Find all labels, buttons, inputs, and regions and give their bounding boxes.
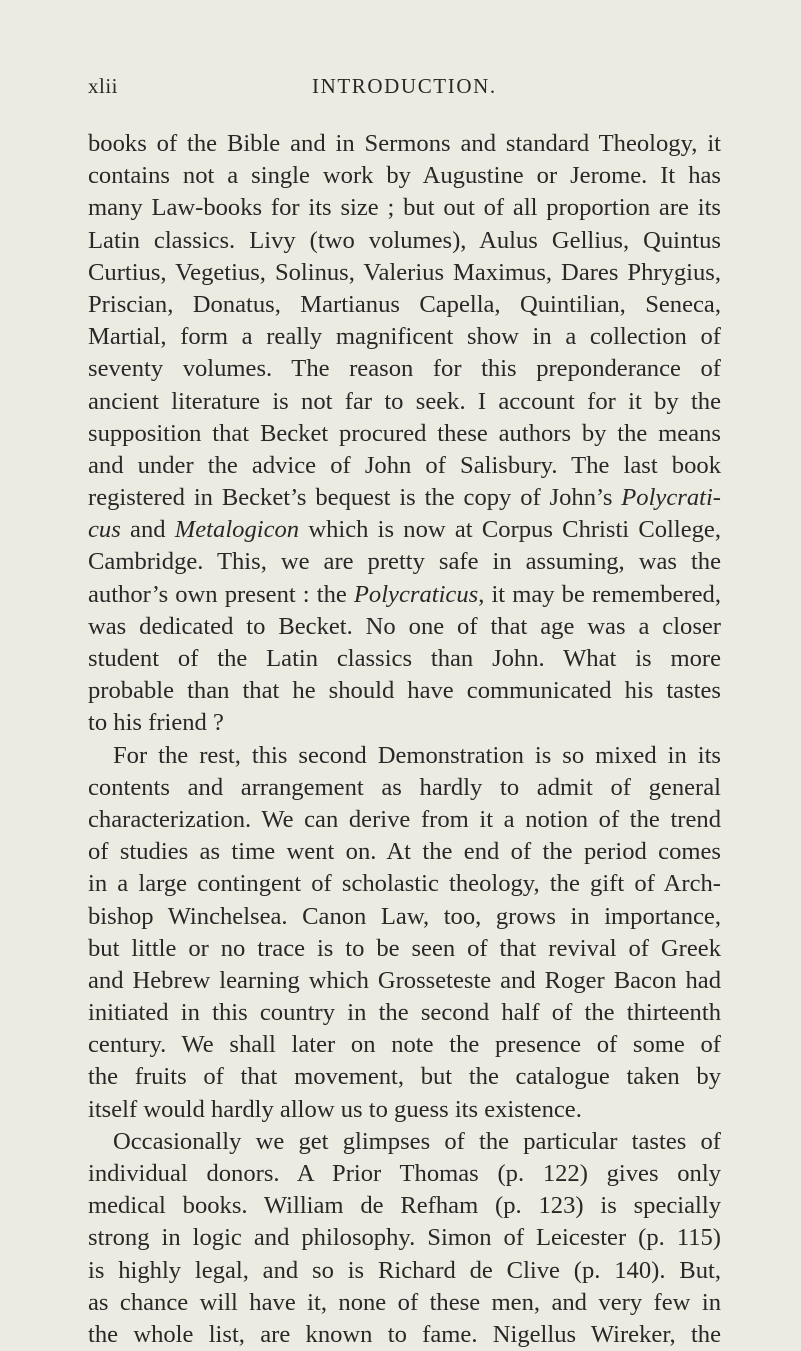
text-run: Latin classics. Livy (two volumes), Aulus Gellius, Quintus xyxy=(88,226,721,254)
text-line xyxy=(88,225,721,257)
text-run: individual donors. A Prior Thomas (p. 122) gives only xyxy=(88,1160,721,1187)
text-run: Martial, form a really magnificent show in a collection of xyxy=(88,323,721,351)
text-run: registered in Becket’s bequest is the copy of John’s xyxy=(88,484,622,512)
text-line xyxy=(88,1222,721,1254)
text-run: student of the Latin classics than John. What is more xyxy=(88,645,721,672)
text-run: contents and arrangement as hardly to admit of general xyxy=(88,773,721,801)
text-line xyxy=(88,257,721,289)
text-run: initiated in this country in the second half of the thirteenth xyxy=(88,999,721,1027)
text-line xyxy=(88,1287,721,1319)
text-run: as chance will have it, none of these men, and very few in xyxy=(88,1288,721,1316)
text-line xyxy=(88,740,721,772)
text-run: many Law-books for its size ; but out of all proportion are its xyxy=(88,194,721,222)
text-line xyxy=(88,868,721,900)
text-line xyxy=(88,901,721,933)
text-line xyxy=(88,1061,721,1093)
text-line xyxy=(88,321,721,353)
italic-title: Polycrati- xyxy=(621,484,721,512)
text-line xyxy=(88,192,721,224)
italic-title: Metalogicon xyxy=(174,516,300,544)
text-line xyxy=(88,160,721,192)
text-line xyxy=(88,1126,721,1158)
text-run: in a large contingent of scholastic theology, the gift of Arch- xyxy=(88,870,721,898)
text-run: Occasionally we get glimpses of the particular tastes of xyxy=(113,1127,721,1155)
page-number: xlii xyxy=(88,74,119,98)
text-line xyxy=(88,450,721,482)
italic-title: cus xyxy=(88,516,121,544)
text-line xyxy=(88,1190,721,1222)
text-run: was dedicated to Becket. No one of that age was a closer xyxy=(88,612,721,640)
text-line xyxy=(88,772,721,804)
text-run: but little or no trace is to be seen of that revival of Greek xyxy=(88,934,721,962)
text-run: to his friend ? xyxy=(88,709,224,737)
text-line xyxy=(88,1094,721,1126)
text-line xyxy=(88,675,721,707)
text-line xyxy=(88,418,721,450)
text-run: strong in logic and philosophy. Simon of Leicester (p. 115) xyxy=(88,1224,721,1252)
body-text xyxy=(88,128,721,1351)
text-run: Priscian, Donatus, Martianus Capella, Quintilian, Seneca, xyxy=(88,290,721,318)
text-line xyxy=(88,514,721,546)
text-line xyxy=(88,386,721,418)
italic-title: Polycraticus xyxy=(353,580,479,608)
text-line xyxy=(88,1029,721,1061)
text-run: and xyxy=(120,516,175,544)
text-run: , it may be remembered, xyxy=(478,580,722,608)
text-line xyxy=(88,1319,721,1351)
text-run: and under the advice of John of Salisbury. The last book xyxy=(88,451,721,479)
text-run: seventy volumes. The reason for this preponderance of xyxy=(88,355,721,383)
text-run: probable than that he should have communicated his tastes xyxy=(88,677,721,705)
text-run: characterization. We can derive from it a notion of the trend xyxy=(88,805,721,833)
text-run: the fruits of that movement, but the catalogue taken by xyxy=(88,1063,721,1091)
running-head xyxy=(88,74,720,108)
text-run: century. We shall later on note the presence of some of xyxy=(88,1031,721,1059)
text-run: books of the Bible and in Sermons and standard Theology, it xyxy=(88,130,721,157)
running-head-title: INTRODUCTION. xyxy=(312,74,497,98)
text-line xyxy=(88,965,721,997)
text-run: ancient literature is not far to seek. I account for it by the xyxy=(88,387,721,415)
text-run: bishop Winchelsea. Canon Law, too, grows in importance, xyxy=(88,902,721,930)
text-run: is highly legal, and so is Richard de Clive (p. 140). But, xyxy=(88,1256,721,1284)
text-run: the whole list, are known to fame. Nigellus Wireker, the xyxy=(88,1320,721,1348)
text-run: Curtius, Vegetius, Solinus, Valerius Maximus, Dares Phrygius, xyxy=(88,258,721,286)
text-run: author’s own present : the xyxy=(88,580,354,608)
text-run: itself would hardly allow us to guess its existence. xyxy=(88,1095,582,1123)
text-line xyxy=(88,707,721,739)
text-line xyxy=(88,1158,721,1190)
text-line xyxy=(88,353,721,385)
text-run: and Hebrew learning which Grosseteste and Roger Bacon had xyxy=(88,966,721,994)
text-run: supposition that Becket procured these authors by the means xyxy=(88,419,721,447)
text-line xyxy=(88,611,721,643)
text-run: which is now at Corpus Christi College, xyxy=(299,516,721,544)
text-line xyxy=(88,933,721,965)
text-run: of studies as time went on. At the end of the period comes xyxy=(88,838,721,866)
text-run: For the rest, this second Demonstration is so mixed in its xyxy=(113,741,721,769)
text-line xyxy=(88,546,721,578)
text-run: contains not a single work by Augustine or Jerome. It has xyxy=(88,162,721,190)
text-line xyxy=(88,579,721,611)
text-line xyxy=(88,804,721,836)
text-line xyxy=(88,1255,721,1287)
text-line xyxy=(88,128,721,160)
text-line xyxy=(88,997,721,1029)
text-line xyxy=(88,836,721,868)
text-run: medical books. William de Refham (p. 123) is specially xyxy=(88,1192,721,1220)
text-line xyxy=(88,643,721,675)
text-run: Cambridge. This, we are pretty safe in assuming, was the xyxy=(88,548,721,576)
text-line xyxy=(88,289,721,321)
text-line xyxy=(88,482,721,514)
